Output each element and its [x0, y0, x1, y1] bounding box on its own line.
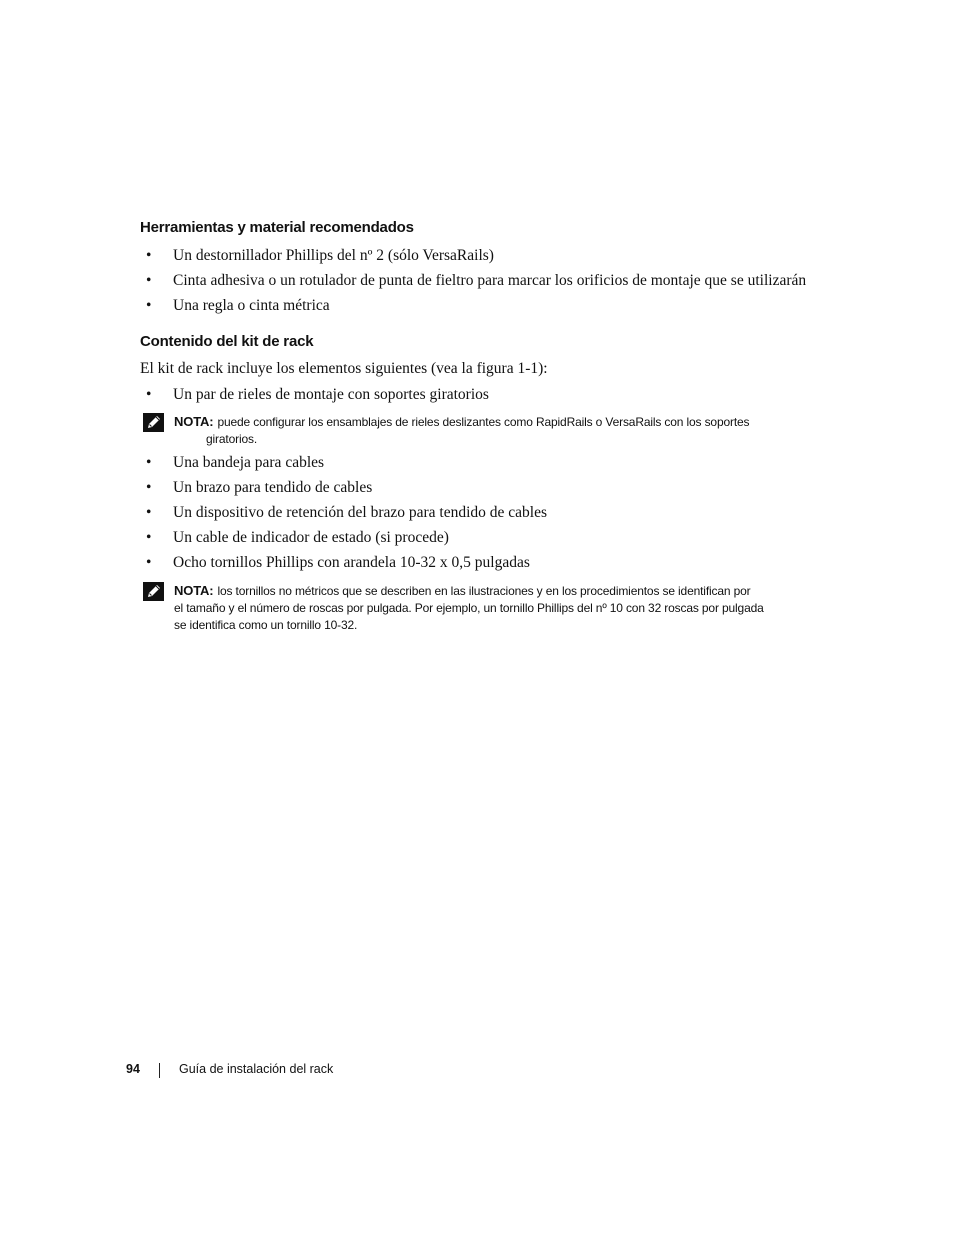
bullet: •	[146, 479, 152, 496]
bullet: •	[146, 297, 152, 314]
bullet: •	[146, 529, 152, 546]
page-number: 94	[126, 1062, 140, 1076]
pencil-note-icon	[143, 413, 164, 432]
bullet: •	[146, 272, 152, 289]
footer-divider	[159, 1063, 160, 1078]
note-text: NOTA: puede configurar los ensamblajes de rieles deslizantes como RapidRails o VersaRails con los soportes giratorios.	[174, 414, 750, 446]
section-heading-kit-contents: Contenido del kit de rack	[140, 333, 314, 350]
bullet: •	[146, 247, 152, 264]
footer-title: Guía de instalación del rack	[179, 1062, 334, 1076]
note-text: NOTA: los tornillos no métricos que se describen en las ilustraciones y en los procedimientos se identifican por el tamaño y el número de roscas por pulgada. Por ejemplo, un tornillo Phillips del nº 10 con 32 roscas por pulgada se identifica como un tornillo 10-32.	[174, 583, 764, 632]
bullet: •	[146, 504, 152, 521]
document-page: Herramientas y material recomendados • Un destornillador Phillips del nº 2 (sólo VersaRails) • Cinta adhesiva o un rotulador de punta de fieltro para marcar los orificios de montaje que se utilizarán • Una regla o cinta métrica Contenido del kit de rack El kit de rack incluye los elementos siguientes (vea la figura 1-1): • Un par de rieles de montaje con soportes giratorios NOTA: puede configurar los ensamblajes de rieles deslizantes como RapidRails o VersaRails con los soportes giratorios. • Una bandeja para cables • Un brazo para tendido de cables • Un dispositivo de retención del brazo para tendido de cables • Un cable de indicador de estado (si procede) • Ocho tornillos Phillips con arandela 10-32 x 0,5 pulgadas NOTA: los tornillos no métricos que se describen en las ilustraciones y en los procedimientos se identifican por el tamaño y el número de roscas por pulgada. Por ejemplo, un tornillo Phillips del nº 10 con 32 roscas por pulgada se identifica como un tornillo 10-32. 94 Guía de instalación del rack	[0, 0, 954, 1235]
section-heading-tools: Herramientas y material recomendados	[140, 219, 414, 236]
bullet: •	[146, 386, 152, 403]
kit-intro-paragraph: El kit de rack incluye los elementos siguientes (vea la figura 1-1):	[140, 360, 548, 377]
note-label: NOTA:	[174, 414, 214, 429]
bullet: •	[146, 554, 152, 571]
pencil-note-icon	[143, 582, 164, 601]
bullet: •	[146, 454, 152, 471]
note-label: NOTA:	[174, 583, 214, 598]
